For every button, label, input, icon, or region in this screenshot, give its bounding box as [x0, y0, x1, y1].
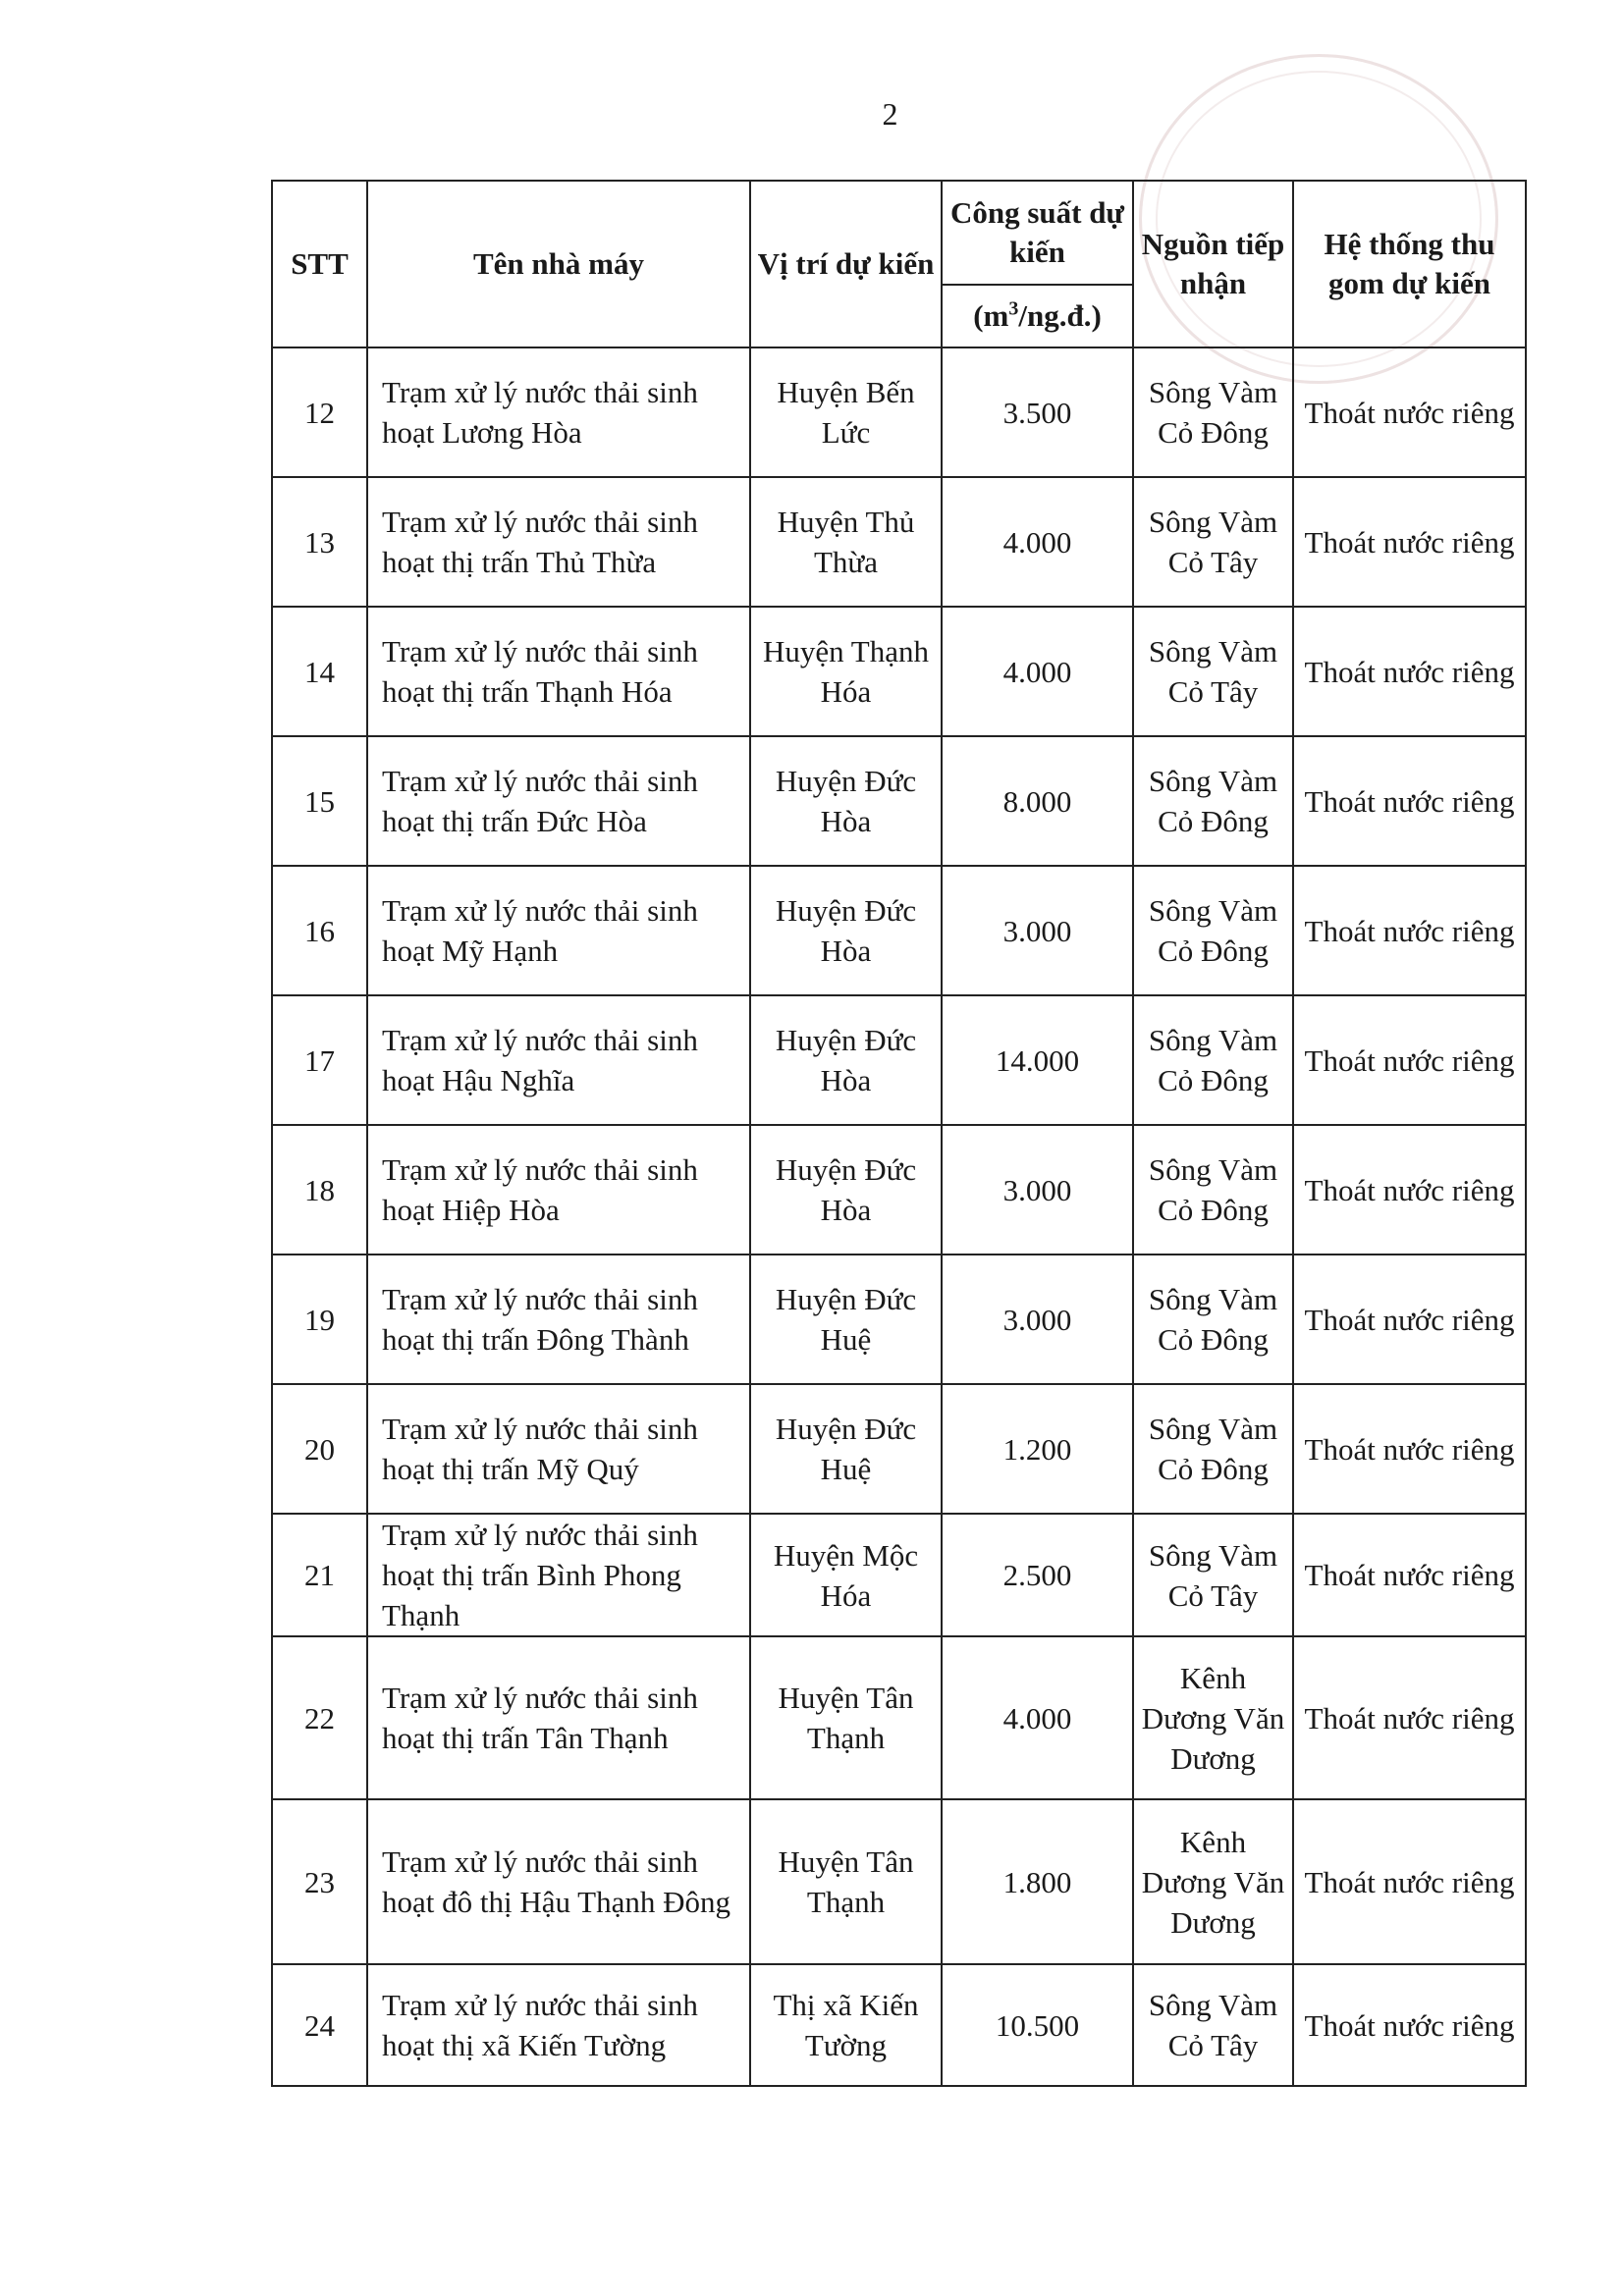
cell-source: Kênh Dương Văn Dương — [1133, 1636, 1293, 1799]
table-row — [272, 1636, 1526, 1799]
cell-capacity: 1.200 — [942, 1384, 1133, 1514]
cell-location: Huyện Đức Hòa — [750, 1125, 942, 1255]
cell-source: Sông Vàm Cỏ Tây — [1133, 607, 1293, 736]
cell-location: Huyện Thủ Thừa — [750, 477, 942, 607]
wastewater-plant-table — [271, 180, 1527, 2087]
cell-location: Huyện Tân Thạnh — [750, 1636, 942, 1799]
cell-location: Huyện Đức Hòa — [750, 736, 942, 866]
cell-plant-name: Trạm xử lý nước thải sinh hoạt thị xã Kiến Tường — [367, 1964, 750, 2086]
cell-stt: 19 — [272, 1255, 367, 1384]
cell-location: Huyện Thạnh Hóa — [750, 607, 942, 736]
cell-source: Kênh Dương Văn Dương — [1133, 1799, 1293, 1964]
cell-stt: 20 — [272, 1384, 367, 1514]
cell-collection-system: Thoát nước riêng — [1293, 995, 1526, 1125]
cell-collection-system: Thoát nước riêng — [1293, 1964, 1526, 2086]
cell-stt: 18 — [272, 1125, 367, 1255]
cell-stt: 23 — [272, 1799, 367, 1964]
cell-capacity: 3.000 — [942, 866, 1133, 995]
cell-collection-system: Thoát nước riêng — [1293, 1125, 1526, 1255]
cell-source: Sông Vàm Cỏ Tây — [1133, 477, 1293, 607]
cell-plant-name: Trạm xử lý nước thải sinh hoạt thị trấn Tân Thạnh — [367, 1636, 750, 1799]
cell-collection-system: Thoát nước riêng — [1293, 347, 1526, 477]
cell-stt: 21 — [272, 1514, 367, 1636]
cell-plant-name: Trạm xử lý nước thải sinh hoạt thị trấn Thủ Thừa — [367, 477, 750, 607]
header-capacity-unit: $(m^3/ng.đ.)$ — [942, 285, 1133, 347]
table-row — [272, 607, 1526, 736]
cell-source: Sông Vàm Cỏ Tây — [1133, 1514, 1293, 1636]
page-number: 2 — [882, 96, 898, 132]
cell-collection-system: Thoát nước riêng — [1293, 736, 1526, 866]
cell-source: Sông Vàm Cỏ Đông — [1133, 995, 1293, 1125]
cell-collection-system: Thoát nước riêng — [1293, 607, 1526, 736]
header-source: Nguồn tiếp nhận — [1133, 181, 1293, 347]
table-row — [272, 736, 1526, 866]
cell-location: Huyện Đức Hòa — [750, 866, 942, 995]
cell-collection-system: Thoát nước riêng — [1293, 1799, 1526, 1964]
cell-collection-system: Thoát nước riêng — [1293, 866, 1526, 995]
cell-plant-name: Trạm xử lý nước thải sinh hoạt thị trấn Bình Phong Thạnh — [367, 1514, 750, 1636]
cell-plant-name: Trạm xử lý nước thải sinh hoạt thị trấn Mỹ Quý — [367, 1384, 750, 1514]
cell-source: Sông Vàm Cỏ Đông — [1133, 866, 1293, 995]
cell-plant-name: Trạm xử lý nước thải sinh hoạt Mỹ Hạnh — [367, 866, 750, 995]
cell-plant-name: Trạm xử lý nước thải sinh hoạt đô thị Hậu Thạnh Đông — [367, 1799, 750, 1964]
cell-plant-name: Trạm xử lý nước thải sinh hoạt Hiệp Hòa — [367, 1125, 750, 1255]
cell-source: Sông Vàm Cỏ Đông — [1133, 1125, 1293, 1255]
cell-capacity: 2.500 — [942, 1514, 1133, 1636]
cell-location: Huyện Tân Thạnh — [750, 1799, 942, 1964]
cell-capacity: 3.500 — [942, 347, 1133, 477]
cell-capacity: 10.500 — [942, 1964, 1133, 2086]
cell-stt: 14 — [272, 607, 367, 736]
cell-location: Huyện Mộc Hóa — [750, 1514, 942, 1636]
cell-source: Sông Vàm Cỏ Đông — [1133, 1384, 1293, 1514]
cell-source: Sông Vàm Cỏ Đông — [1133, 1255, 1293, 1384]
cell-stt: 24 — [272, 1964, 367, 2086]
table-row — [272, 1799, 1526, 1964]
table-header-row — [272, 181, 1526, 285]
cell-plant-name: Trạm xử lý nước thải sinh hoạt thị trấn Đức Hòa — [367, 736, 750, 866]
table-row — [272, 1514, 1526, 1636]
table-row — [272, 1125, 1526, 1255]
cell-location: Huyện Đức Huệ — [750, 1255, 942, 1384]
cell-plant-name: Trạm xử lý nước thải sinh hoạt Hậu Nghĩa — [367, 995, 750, 1125]
table-row — [272, 1964, 1526, 2086]
cell-collection-system: Thoát nước riêng — [1293, 1384, 1526, 1514]
cell-collection-system: Thoát nước riêng — [1293, 1636, 1526, 1799]
cell-plant-name: Trạm xử lý nước thải sinh hoạt thị trấn Đông Thành — [367, 1255, 750, 1384]
cell-source: Sông Vàm Cỏ Đông — [1133, 736, 1293, 866]
table-row — [272, 1384, 1526, 1514]
cell-collection-system: Thoát nước riêng — [1293, 1514, 1526, 1636]
cell-location: Huyện Bến Lức — [750, 347, 942, 477]
cell-source: Sông Vàm Cỏ Đông — [1133, 347, 1293, 477]
cell-capacity: 8.000 — [942, 736, 1133, 866]
cell-plant-name: Trạm xử lý nước thải sinh hoạt Lương Hòa — [367, 347, 750, 477]
table-row — [272, 347, 1526, 477]
cell-location: Huyện Đức Huệ — [750, 1384, 942, 1514]
cell-plant-name: Trạm xử lý nước thải sinh hoạt thị trấn Thạnh Hóa — [367, 607, 750, 736]
cell-capacity: 4.000 — [942, 1636, 1133, 1799]
cell-stt: 13 — [272, 477, 367, 607]
cell-stt: 17 — [272, 995, 367, 1125]
cell-capacity: 14.000 — [942, 995, 1133, 1125]
header-capacity: Công suất dự kiến — [942, 181, 1133, 285]
header-plant-name: Tên nhà máy — [367, 181, 750, 347]
cell-stt: 12 — [272, 347, 367, 477]
cell-location: Huyện Đức Hòa — [750, 995, 942, 1125]
cell-stt: 16 — [272, 866, 367, 995]
cell-collection-system: Thoát nước riêng — [1293, 477, 1526, 607]
header-location: Vị trí dự kiến — [750, 181, 942, 347]
cell-location: Thị xã Kiến Tường — [750, 1964, 942, 2086]
cell-stt: 22 — [272, 1636, 367, 1799]
cell-collection-system: Thoát nước riêng — [1293, 1255, 1526, 1384]
cell-capacity: 4.000 — [942, 477, 1133, 607]
cell-capacity: 3.000 — [942, 1255, 1133, 1384]
table-row — [272, 866, 1526, 995]
cell-capacity: 3.000 — [942, 1125, 1133, 1255]
cell-capacity: 1.800 — [942, 1799, 1133, 1964]
cell-capacity: 4.000 — [942, 607, 1133, 736]
table-row — [272, 477, 1526, 607]
cell-stt: 15 — [272, 736, 367, 866]
table-row — [272, 995, 1526, 1125]
header-collection-system: Hệ thống thu gom dự kiến — [1293, 181, 1526, 347]
table-row — [272, 1255, 1526, 1384]
header-stt: STT — [272, 181, 367, 347]
cell-source: Sông Vàm Cỏ Tây — [1133, 1964, 1293, 2086]
